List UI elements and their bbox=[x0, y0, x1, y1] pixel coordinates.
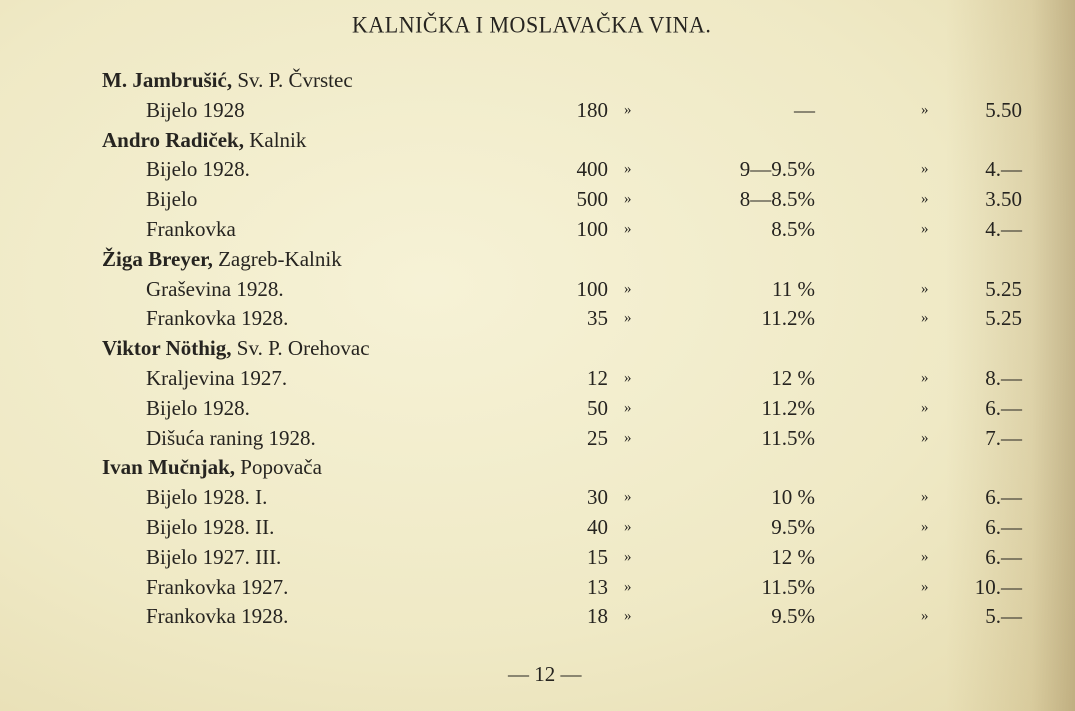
ditto-mark: » bbox=[921, 101, 929, 118]
ditto-mark: » bbox=[624, 310, 632, 327]
wine-alcohol: 9.5% bbox=[771, 604, 815, 629]
wine-row bbox=[0, 185, 1075, 215]
ditto-mark: » bbox=[624, 548, 632, 565]
wine-row bbox=[0, 215, 1075, 245]
wine-alcohol: 9—9.5% bbox=[739, 157, 815, 182]
wine-row bbox=[0, 573, 1075, 603]
wine-name: Bijelo 1928. I. bbox=[146, 485, 268, 510]
wine-alcohol: 11.5% bbox=[761, 425, 815, 450]
wine-alcohol: 10 % bbox=[771, 485, 815, 510]
wine-price: 8.— bbox=[985, 365, 1022, 390]
wine-quantity: 35 bbox=[587, 306, 608, 331]
wine-alcohol: 8.5% bbox=[771, 216, 815, 241]
ditto-mark: » bbox=[624, 369, 632, 386]
producer-place: Sv. P. Orehovac bbox=[236, 336, 370, 361]
producer-place: Kalnik bbox=[249, 127, 307, 152]
producer-heading bbox=[102, 334, 370, 364]
producer-name: Viktor Nöthig, bbox=[102, 336, 232, 361]
producer-place: Sv. P. Čvrstec bbox=[237, 68, 353, 92]
wine-quantity: 18 bbox=[587, 604, 608, 629]
producer-heading bbox=[102, 245, 342, 275]
producer-heading bbox=[102, 453, 322, 483]
wine-name: Bijelo 1928. bbox=[146, 157, 250, 182]
wine-price: 4.— bbox=[985, 216, 1022, 241]
ditto-mark: » bbox=[921, 369, 929, 386]
ditto-mark: » bbox=[921, 429, 929, 446]
wine-price: 6.— bbox=[985, 395, 1022, 420]
ditto-mark: » bbox=[624, 578, 632, 595]
ditto-mark: » bbox=[624, 518, 632, 535]
wine-row bbox=[0, 602, 1075, 632]
wine-price: 5.25 bbox=[985, 276, 1022, 301]
wine-price: 4.— bbox=[985, 157, 1022, 182]
wine-row bbox=[0, 483, 1075, 513]
wine-price: 5.25 bbox=[985, 306, 1022, 331]
wine-name: Frankovka 1928. bbox=[146, 306, 289, 331]
wine-name: Frankovka 1927. bbox=[146, 574, 289, 599]
ditto-mark: » bbox=[921, 608, 929, 625]
producer-row bbox=[0, 453, 1075, 483]
wine-row bbox=[0, 424, 1075, 454]
ditto-mark: » bbox=[624, 101, 632, 118]
wine-quantity: 12 bbox=[587, 365, 608, 390]
wine-quantity: 13 bbox=[587, 574, 608, 599]
producer-name: Andro Radiček, bbox=[102, 127, 244, 152]
wine-row bbox=[0, 394, 1075, 424]
wine-name: Kraljevina 1927. bbox=[146, 365, 288, 390]
producer-place: Zagreb-Kalnik bbox=[218, 246, 342, 271]
wine-price: 6.— bbox=[985, 544, 1022, 569]
wine-quantity: 50 bbox=[587, 395, 608, 420]
wine-quantity: 25 bbox=[587, 425, 608, 450]
wine-row bbox=[0, 275, 1075, 305]
wine-quantity: 500 bbox=[576, 187, 608, 212]
wine-alcohol: — bbox=[794, 97, 815, 122]
wine-row bbox=[0, 364, 1075, 394]
wine-name: Frankovka 1928. bbox=[146, 604, 289, 629]
wine-alcohol: 12 % bbox=[771, 365, 815, 390]
wine-name: Dišuća raning 1928. bbox=[146, 425, 316, 450]
ditto-mark: » bbox=[921, 310, 929, 327]
ditto-mark: » bbox=[624, 399, 632, 416]
wine-row bbox=[0, 513, 1075, 543]
wine-row bbox=[0, 543, 1075, 573]
ditto-mark: » bbox=[624, 489, 632, 506]
wine-name: Bijelo 1928. bbox=[146, 395, 250, 420]
wine-name: Bijelo 1927. III. bbox=[146, 544, 282, 569]
wine-price: 6.— bbox=[985, 485, 1022, 510]
producer-name: Žiga Breyer, bbox=[102, 246, 213, 271]
wine-alcohol: 11.2% bbox=[761, 395, 815, 420]
ditto-mark: » bbox=[921, 578, 929, 595]
producer-row bbox=[0, 245, 1075, 275]
page-title: KALNIČKA I MOSLAVAČKA VINA. bbox=[352, 11, 712, 38]
ditto-mark: » bbox=[921, 399, 929, 416]
wine-alcohol: 11.2% bbox=[761, 306, 815, 331]
ditto-mark: » bbox=[921, 489, 929, 506]
wine-quantity: 100 bbox=[576, 216, 608, 241]
ditto-mark: » bbox=[921, 161, 929, 178]
wine-quantity: 40 bbox=[587, 514, 608, 539]
wine-price: 7.— bbox=[985, 425, 1022, 450]
wine-quantity: 400 bbox=[576, 157, 608, 182]
wine-quantity: 180 bbox=[576, 97, 608, 122]
ditto-mark: » bbox=[921, 220, 929, 237]
wine-name: Bijelo 1928 bbox=[146, 97, 245, 122]
wine-name: Graševina 1928. bbox=[146, 276, 284, 301]
ditto-mark: » bbox=[624, 220, 632, 237]
wine-alcohol: 11 % bbox=[772, 276, 815, 301]
ditto-mark: » bbox=[624, 280, 632, 297]
page-number: — 12 — bbox=[508, 662, 582, 686]
wine-name: Bijelo bbox=[146, 187, 198, 212]
producer-heading bbox=[102, 126, 306, 156]
producer-row bbox=[0, 126, 1075, 156]
wine-row bbox=[0, 96, 1075, 126]
wine-price: 6.— bbox=[985, 514, 1022, 539]
wine-alcohol: 11.5% bbox=[761, 574, 815, 599]
wine-alcohol: 9.5% bbox=[771, 514, 815, 539]
producer-place: Popovača bbox=[240, 455, 322, 480]
ditto-mark: » bbox=[921, 280, 929, 297]
producer-heading bbox=[102, 66, 353, 96]
ditto-mark: » bbox=[921, 191, 929, 208]
wine-list-table bbox=[0, 66, 1075, 632]
wine-quantity: 30 bbox=[587, 485, 608, 510]
ditto-mark: » bbox=[624, 191, 632, 208]
producer-row bbox=[0, 66, 1075, 96]
wine-price: 5.50 bbox=[985, 97, 1022, 122]
wine-alcohol: 8—8.5% bbox=[739, 187, 815, 212]
wine-quantity: 15 bbox=[587, 544, 608, 569]
producer-name: Ivan Mučnjak, bbox=[102, 455, 236, 480]
wine-quantity: 100 bbox=[576, 276, 608, 301]
wine-name: Bijelo 1928. II. bbox=[146, 514, 275, 539]
ditto-mark: » bbox=[624, 161, 632, 178]
ditto-mark: » bbox=[624, 608, 632, 625]
wine-alcohol: 12 % bbox=[771, 544, 815, 569]
wine-row bbox=[0, 155, 1075, 185]
ditto-mark: » bbox=[624, 429, 632, 446]
wine-price: 10.— bbox=[974, 574, 1022, 599]
wine-price: 5.— bbox=[985, 604, 1022, 629]
ditto-mark: » bbox=[921, 518, 929, 535]
wine-row bbox=[0, 304, 1075, 334]
producer-name: M. Jambrušić, bbox=[102, 68, 233, 92]
ditto-mark: » bbox=[921, 548, 929, 565]
producer-row bbox=[0, 334, 1075, 364]
wine-name: Frankovka bbox=[146, 216, 236, 241]
wine-price: 3.50 bbox=[985, 187, 1022, 212]
